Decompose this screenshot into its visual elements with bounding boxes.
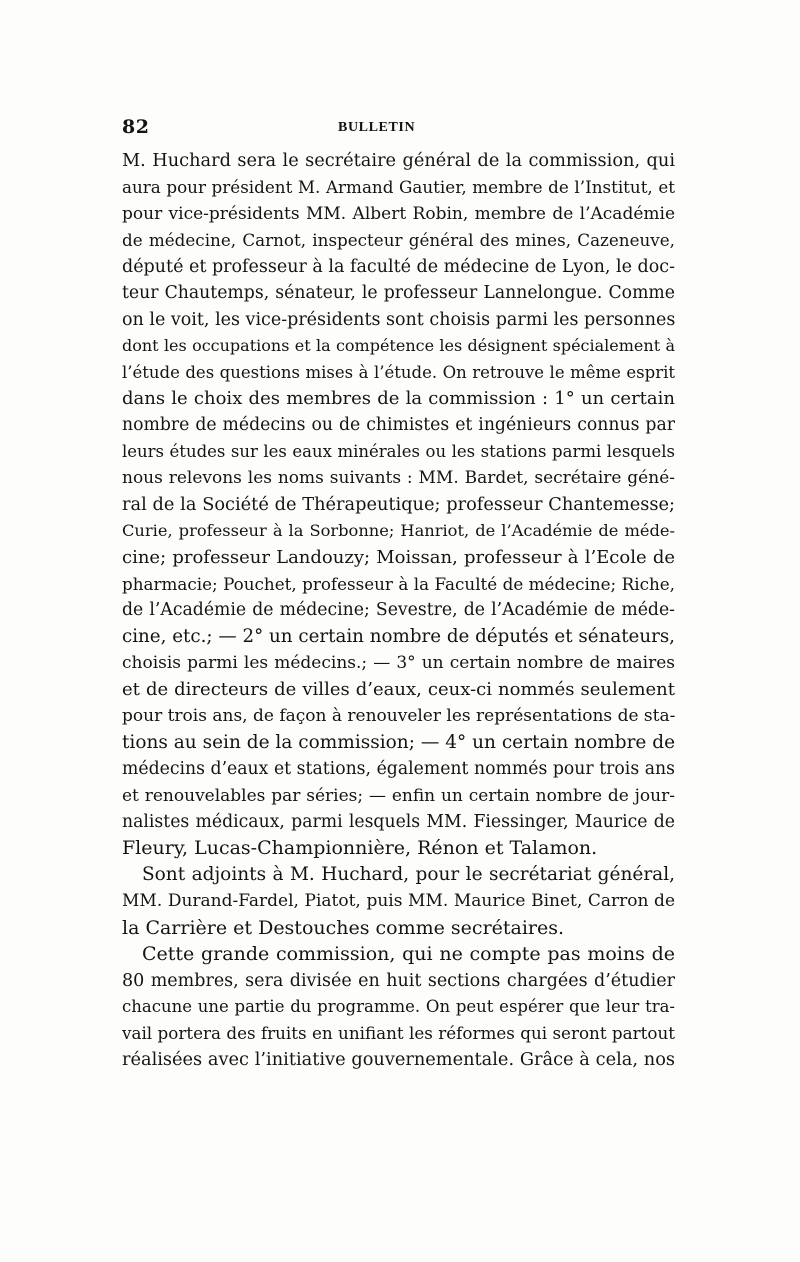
text-line: tions au sein de la commission; — 4° un certain nombre de <box>122 731 675 753</box>
text-line: Fleury, Lucas-Championnière, Rénon et Talamon. <box>122 837 598 860</box>
text-line: dont les occupations et la compétence les désignent spécialement à <box>122 336 675 356</box>
text-line: teur Chautemps, sénateur, le professeur Lannelongue. Comme <box>122 283 675 304</box>
text-line: réalisées avec l’initiative gouvernementale. Grâce à cela, nos <box>122 1049 675 1070</box>
text-line: 80 membres, sera divisée en huit sections chargées d’étudier <box>122 970 675 991</box>
text-line: vail portera des fruits en unifiant les réformes qui seront partout <box>122 1023 675 1044</box>
text-line: pharmacie; Pouchet, professeur à la Faculté de médecine; Riche, <box>122 574 675 594</box>
text-line: on le voit, les vice-présidents sont choisis parmi les personnes <box>122 309 675 330</box>
text-line: chacune une partie du programme. On peut espérer que leur tra- <box>122 997 675 1016</box>
text-line: leurs études sur les eaux minérales ou les stations parmi lesquels <box>122 441 675 461</box>
text-line: Curie, professeur à la Sorbonne; Hanriot, de l’Académie de méde- <box>122 521 675 541</box>
page-number: 82 <box>122 116 150 138</box>
text-line: cine; professeur Landouzy; Moissan, professeur à l’Ecole de <box>122 546 675 568</box>
text-line: aura pour président M. Armand Gautier, membre de l’Institut, et <box>122 177 675 198</box>
text-line: dans le choix des membres de la commission : 1° un certain <box>122 387 675 409</box>
text-line: l’étude des questions mises à l’étude. On retrouve le même esprit <box>122 362 675 382</box>
text-line: ral de la Société de Thérapeutique; professeur Chantemesse; <box>122 494 675 515</box>
body-text <box>122 148 675 1073</box>
page-header <box>122 116 682 142</box>
text-line: Sont adjoints à M. Huchard, pour le secrétariat général, <box>142 863 675 885</box>
text-line: la Carrière et Destouches comme secrétaires. <box>122 916 565 939</box>
text-line: cine, etc.; — 2° un certain nombre de députés et sénateurs, <box>122 625 675 647</box>
text-line: pour vice-présidents MM. Albert Robin, membre de l’Académie <box>122 203 675 224</box>
text-line: MM. Durand-Fardel, Piatot, puis MM. Maurice Binet, Carron de <box>122 891 675 912</box>
text-line: et de directeurs de villes d’eaux, ceux-ci nommés seulement <box>122 678 675 700</box>
text-line: choisis parmi les médecins.; — 3° un certain nombre de maires <box>122 653 675 674</box>
text-line: nombre de médecins ou de chimistes et ingénieurs connus par <box>122 415 675 436</box>
running-head: BULLETIN <box>338 120 416 135</box>
text-line: médecins d’eaux et stations, également nommés pour trois ans <box>122 759 675 780</box>
text-line: Cette grande commission, qui ne compte pas moins de <box>142 943 675 966</box>
text-line: pour trois ans, de façon à renouveler les représentations de sta- <box>122 706 675 727</box>
text-line: de médecine, Carnot, inspecteur général des mines, Cazeneuve, <box>122 230 675 251</box>
text-line: M. Huchard sera le secrétaire général de la commission, qui <box>122 151 675 171</box>
text-line: et renouvelables par séries; — enfin un certain nombre de jour- <box>122 785 675 806</box>
text-line: député et professeur à la faculté de médecine de Lyon, le doc- <box>122 256 675 277</box>
text-line: nous relevons les noms suivants : MM. Bardet, secrétaire géné- <box>122 468 675 489</box>
text-line: nalistes médicaux, parmi lesquels MM. Fiessinger, Maurice de <box>122 811 675 832</box>
text-line: de l’Académie de médecine; Sevestre, de l’Académie de méde- <box>122 600 675 621</box>
